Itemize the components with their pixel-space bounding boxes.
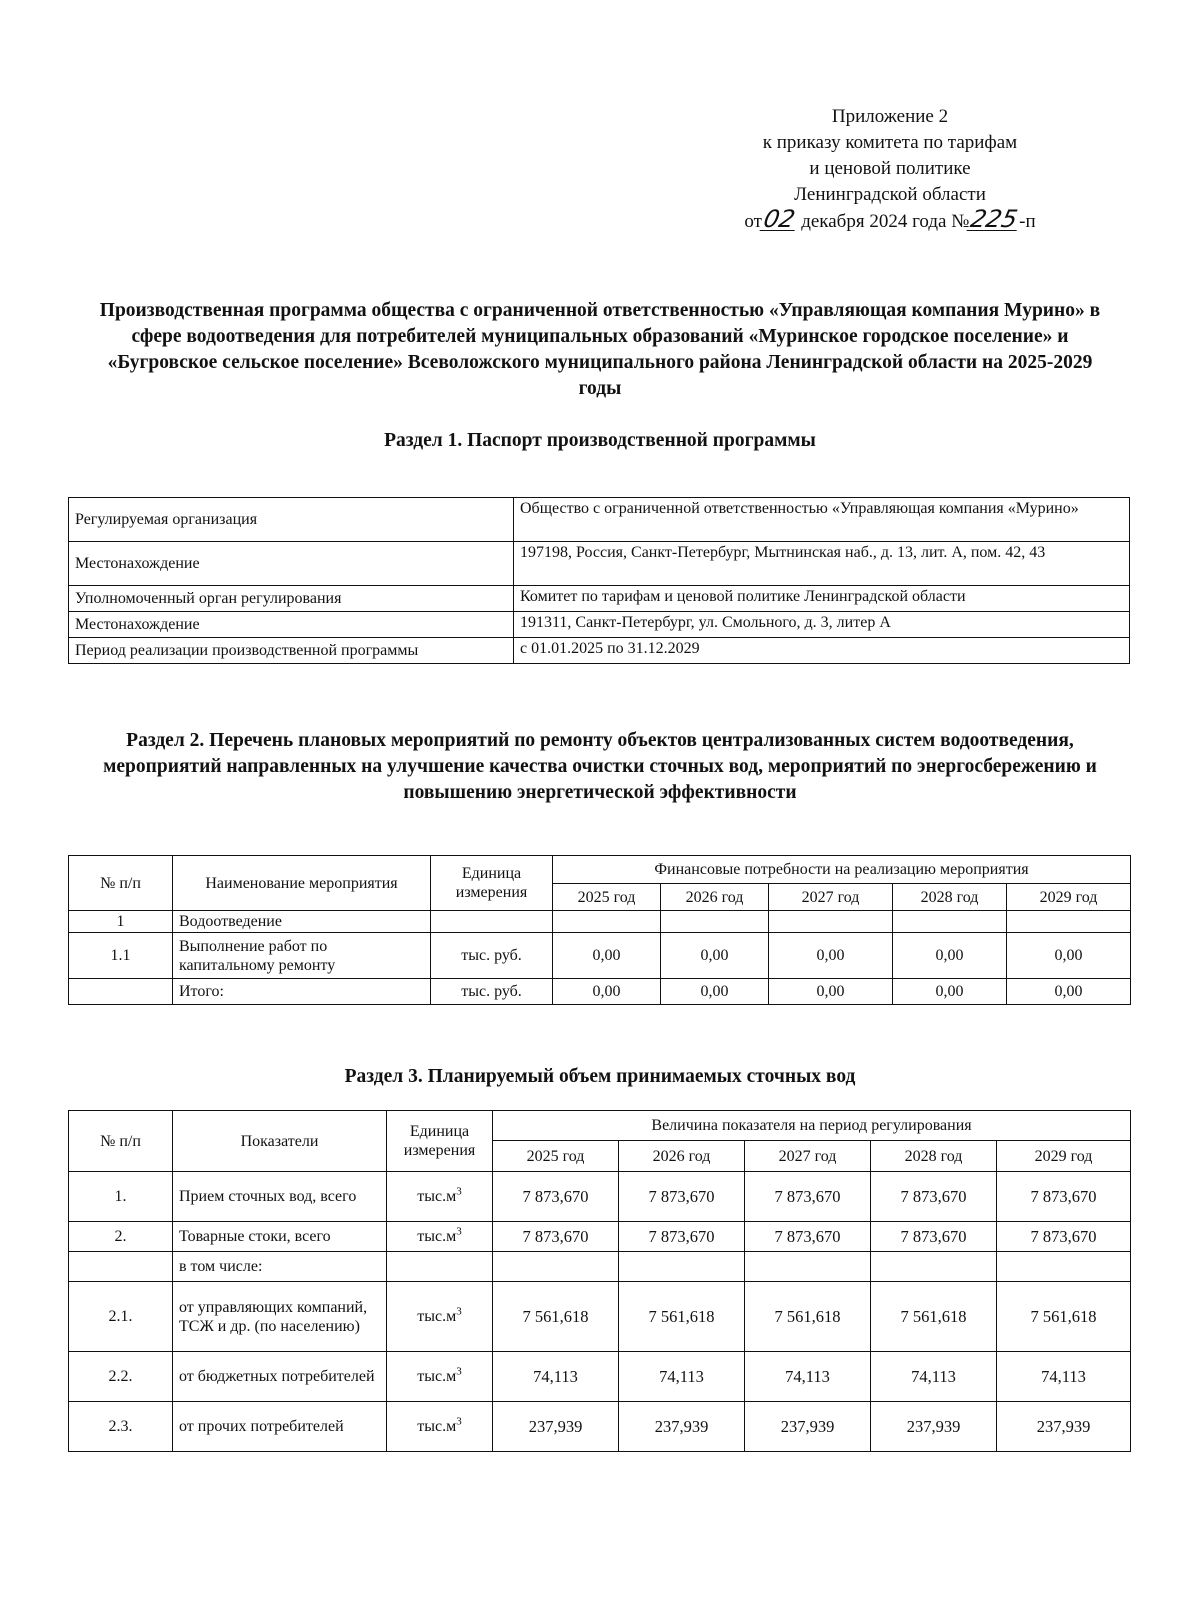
t3-year-header: 2028 год bbox=[871, 1141, 997, 1172]
value-cell: 74,113 bbox=[997, 1352, 1131, 1402]
unit-cell: тыс. руб. bbox=[431, 933, 553, 979]
value-cell: 237,939 bbox=[745, 1402, 871, 1452]
passport-value: с 01.01.2025 по 31.12.2029 bbox=[514, 638, 1130, 664]
value-cell bbox=[871, 1252, 997, 1282]
value-cell: 7 873,670 bbox=[493, 1222, 619, 1252]
value-cell: 7 873,670 bbox=[871, 1172, 997, 1222]
appendix-header bbox=[690, 104, 1090, 235]
unit-cell bbox=[387, 1252, 493, 1282]
value-cell: 0,00 bbox=[769, 979, 893, 1005]
passport-key: Регулируемая организация bbox=[69, 498, 514, 542]
value-cell: 7 873,670 bbox=[871, 1222, 997, 1252]
appendix-line-2: к приказу комитета по тарифам bbox=[762, 132, 1018, 153]
row-num: 2.2. bbox=[69, 1352, 173, 1402]
table-row bbox=[69, 979, 1131, 1005]
t3-year-header: 2026 год bbox=[619, 1141, 745, 1172]
value-cell bbox=[493, 1252, 619, 1282]
document-title: Производственная программа общества с ограниченной ответственностью «Управляющая компания Мурино» в сфере водоотведения для потребителей муниципальных образований «Муринское городское поселение» и «Бугровское сельское поселение» Всеволожского муниципального района Ленинградской области на 2025-2029 годы bbox=[99, 300, 1101, 399]
indicator-name: Прием сточных вод, всего bbox=[173, 1172, 387, 1222]
indicator-name: в том числе: bbox=[173, 1252, 387, 1282]
t2-year-header: 2028 год bbox=[893, 884, 1007, 911]
passport-value: Общество с ограниченной ответственностью «Управляющая компания «Мурино» bbox=[514, 498, 1130, 542]
t2-header-num: № п/п bbox=[69, 856, 173, 911]
value-cell: 237,939 bbox=[493, 1402, 619, 1452]
value-cell bbox=[661, 911, 769, 933]
value-cell: 74,113 bbox=[745, 1352, 871, 1402]
passport-value: 197198, Россия, Санкт-Петербург, Мытнинская наб., д. 13, лит. А, пом. 42, 43 bbox=[514, 542, 1130, 586]
value-cell: 7 561,618 bbox=[871, 1282, 997, 1352]
value-cell: 7 873,670 bbox=[997, 1172, 1131, 1222]
value-cell: 0,00 bbox=[661, 979, 769, 1005]
value-cell bbox=[893, 911, 1007, 933]
value-cell: 74,113 bbox=[493, 1352, 619, 1402]
unit-cell: тыс. руб. bbox=[431, 979, 553, 1005]
value-cell: 7 561,618 bbox=[745, 1282, 871, 1352]
activity-name: Итого: bbox=[173, 979, 431, 1005]
passport-key: Местонахождение bbox=[69, 612, 514, 638]
value-cell: 7 873,670 bbox=[493, 1172, 619, 1222]
row-num: 2.3. bbox=[69, 1402, 173, 1452]
value-cell: 237,939 bbox=[997, 1402, 1131, 1452]
unit-cell bbox=[431, 911, 553, 933]
table-row bbox=[69, 1352, 1131, 1402]
passport-value: 191311, Санкт-Петербург, ул. Смольного, д. 3, литер А bbox=[514, 612, 1130, 638]
t2-year-header: 2025 год bbox=[553, 884, 661, 911]
passport-row bbox=[69, 498, 1130, 542]
value-cell: 0,00 bbox=[1007, 933, 1131, 979]
value-cell bbox=[997, 1252, 1131, 1282]
unit-base: тыс.м bbox=[417, 1308, 457, 1325]
value-cell: 0,00 bbox=[661, 933, 769, 979]
value-cell bbox=[769, 911, 893, 933]
indicator-name: от управляющих компаний, ТСЖ и др. (по населению) bbox=[173, 1282, 387, 1352]
passport-key: Местонахождение bbox=[69, 542, 514, 586]
passport-key: Уполномоченный орган регулирования bbox=[69, 586, 514, 612]
value-cell bbox=[619, 1252, 745, 1282]
passport-row bbox=[69, 542, 1130, 586]
table-row bbox=[69, 1172, 1131, 1222]
section-3-title: Раздел 3. Планируемый объем принимаемых сточных вод bbox=[344, 1066, 856, 1087]
value-cell: 0,00 bbox=[553, 933, 661, 979]
appendix-line-4: Ленинградской области bbox=[794, 184, 986, 205]
appendix-line-1: Приложение 2 bbox=[831, 106, 949, 127]
passport-row bbox=[69, 612, 1130, 638]
unit-exponent: 3 bbox=[456, 1365, 462, 1378]
t2-header-group: Финансовые потребности на реализацию мероприятия bbox=[553, 856, 1131, 884]
unit-cell bbox=[387, 1282, 493, 1352]
indicator-name: от бюджетных потребителей bbox=[173, 1352, 387, 1402]
row-num: 2. bbox=[69, 1222, 173, 1252]
value-cell: 237,939 bbox=[871, 1402, 997, 1452]
passport-table bbox=[68, 497, 1130, 664]
value-cell: 0,00 bbox=[893, 933, 1007, 979]
table-row bbox=[69, 1402, 1131, 1452]
value-cell: 74,113 bbox=[619, 1352, 745, 1402]
unit-base: тыс.м bbox=[417, 1368, 457, 1385]
value-cell: 0,00 bbox=[769, 933, 893, 979]
value-cell bbox=[1007, 911, 1131, 933]
t2-year-header: 2027 год bbox=[769, 884, 893, 911]
indicator-name: от прочих потребителей bbox=[173, 1402, 387, 1452]
unit-exponent: 3 bbox=[456, 1305, 462, 1318]
section-1-title: Раздел 1. Паспорт производственной программы bbox=[384, 430, 816, 451]
section-2-title: Раздел 2. Перечень плановых мероприятий по ремонту объектов централизованных систем водоотведения, мероприятий направленных на улучшение качества очистки сточных вод, мероприятий по энергосбережению и повышению энергетической эффективности bbox=[103, 730, 1097, 803]
value-cell bbox=[745, 1252, 871, 1282]
table-row bbox=[69, 933, 1131, 979]
value-cell: 0,00 bbox=[553, 979, 661, 1005]
value-cell: 7 561,618 bbox=[997, 1282, 1131, 1352]
table-row bbox=[69, 911, 1131, 933]
row-num: 1.1 bbox=[69, 933, 173, 979]
row-num: 1. bbox=[69, 1172, 173, 1222]
table-row bbox=[69, 1282, 1131, 1352]
value-cell: 0,00 bbox=[893, 979, 1007, 1005]
value-cell: 7 561,618 bbox=[619, 1282, 745, 1352]
t2-year-header: 2029 год bbox=[1007, 884, 1131, 911]
row-num bbox=[69, 979, 173, 1005]
unit-base: тыс.м bbox=[417, 1228, 457, 1245]
number-suffix: -п bbox=[1019, 211, 1036, 232]
t3-year-header: 2029 год bbox=[997, 1141, 1131, 1172]
unit-exponent: 3 bbox=[456, 1415, 462, 1428]
date-prefix: от bbox=[744, 211, 762, 232]
unit-cell bbox=[387, 1402, 493, 1452]
table-row bbox=[69, 1252, 1131, 1282]
t3-header-name: Показатели bbox=[173, 1111, 387, 1172]
t3-year-header: 2027 год bbox=[745, 1141, 871, 1172]
passport-row bbox=[69, 586, 1130, 612]
passport-row bbox=[69, 638, 1130, 664]
value-cell: 7 873,670 bbox=[619, 1172, 745, 1222]
indicator-name: Товарные стоки, всего bbox=[173, 1222, 387, 1252]
t3-header-unit: Единица измерения bbox=[387, 1111, 493, 1172]
unit-exponent: 3 bbox=[456, 1225, 462, 1238]
value-cell bbox=[553, 911, 661, 933]
activity-name: Водоотведение bbox=[173, 911, 431, 933]
t2-header-name: Наименование мероприятия bbox=[173, 856, 431, 911]
unit-base: тыс.м bbox=[417, 1418, 457, 1435]
row-num bbox=[69, 1252, 173, 1282]
unit-base: тыс.м bbox=[417, 1188, 457, 1205]
unit-cell bbox=[387, 1352, 493, 1402]
value-cell: 0,00 bbox=[1007, 979, 1131, 1005]
t2-header-unit: Единица измерения bbox=[431, 856, 553, 911]
value-cell: 237,939 bbox=[619, 1402, 745, 1452]
t3-header-group: Величина показателя на период регулирования bbox=[493, 1111, 1131, 1141]
value-cell: 7 561,618 bbox=[493, 1282, 619, 1352]
appendix-line-3: и ценовой политике bbox=[809, 158, 971, 179]
date-mid: декабря 2024 года № bbox=[801, 211, 970, 232]
unit-cell bbox=[387, 1222, 493, 1252]
t3-header-num: № п/п bbox=[69, 1111, 173, 1172]
activities-table bbox=[68, 855, 1131, 1005]
passport-value: Комитет по тарифам и ценовой политике Ленинградской области bbox=[514, 586, 1130, 612]
row-num: 1 bbox=[69, 911, 173, 933]
order-date-line bbox=[690, 205, 1090, 235]
t3-year-header: 2025 год bbox=[493, 1141, 619, 1172]
unit-cell bbox=[387, 1172, 493, 1222]
passport-key: Период реализации производственной программы bbox=[69, 638, 514, 664]
value-cell: 7 873,670 bbox=[745, 1222, 871, 1252]
unit-exponent: 3 bbox=[456, 1185, 462, 1198]
table-row bbox=[69, 1222, 1131, 1252]
value-cell: 74,113 bbox=[871, 1352, 997, 1402]
value-cell: 7 873,670 bbox=[997, 1222, 1131, 1252]
row-num: 2.1. bbox=[69, 1282, 173, 1352]
activity-name: Выполнение работ по капитальному ремонту bbox=[173, 933, 431, 979]
t2-year-header: 2026 год bbox=[661, 884, 769, 911]
handwritten-day: 02 bbox=[761, 205, 798, 233]
wastewater-volume-table bbox=[68, 1110, 1131, 1452]
value-cell: 7 873,670 bbox=[619, 1222, 745, 1252]
value-cell: 7 873,670 bbox=[745, 1172, 871, 1222]
handwritten-number: 225 bbox=[968, 205, 1021, 233]
